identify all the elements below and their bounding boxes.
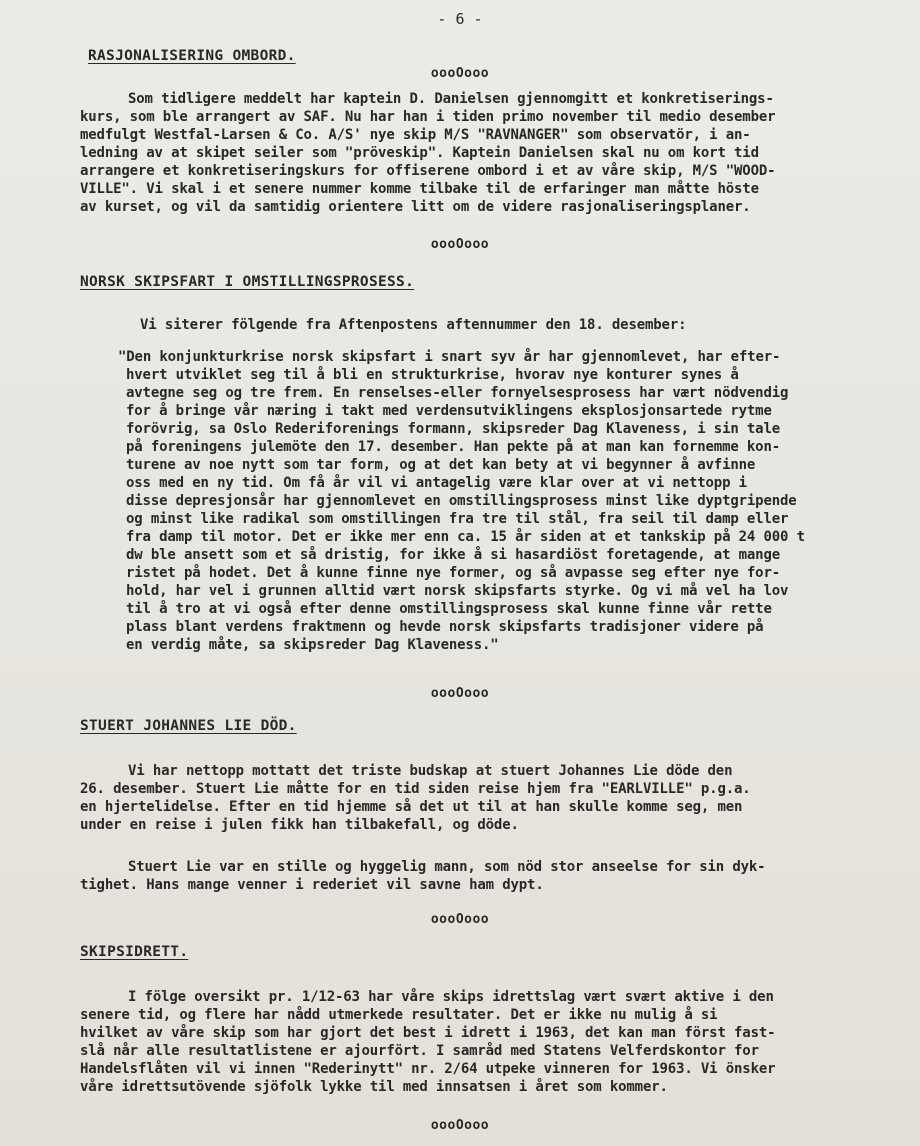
paragraph-stuert-lie [80, 762, 751, 834]
text-line: disse depresjonsår har gjennomlevet en omstillingsprosess minst like dyptgripende [126, 493, 797, 509]
text-line: kurs, som ble arrangert av SAF. Nu har han i tiden primo november til medio desember [80, 109, 776, 125]
text-line: av kurset, og vil da samtidig orientere litt om de videre rasjonaliseringsplaner. [80, 199, 751, 215]
text-line: dw ble ansett som et så dristig, for ikke å si hasardiöst foretagende, at mange [126, 547, 781, 563]
text-line: hvilket av våre skip som har gjort det best i idrett i 1963, det kan man först fast- [80, 1025, 776, 1041]
text-line: medfulgt Westfal-Larsen & Co. A/S' nye skip M/S "RAVNANGER" som observatör, i an- [80, 127, 751, 143]
text-line: plass blant verdens fraktmenn og hevde norsk skipsfarts tradisjoner videre på [126, 619, 764, 635]
text-line: og minst like radikal som omstillingen fra tre til stål, fra seil til damp eller [126, 511, 789, 527]
text-line: ledning av at skipet seiler som "pröveskip". Kaptein Danielsen skal nu om kort tid [80, 145, 759, 161]
text-line: ristet på hodet. Det å kunne finne nye former, og så avpasse seg efter nye for- [126, 565, 781, 581]
text-line: til å tro at vi også efter denne omstillingsprosess skal kunne finne vår rette [126, 601, 772, 617]
separator: oooOooo [430, 66, 490, 81]
text-line: 26. desember. Stuert Lie måtte for en tid siden reise hjem fra "EARLVILLE" p.g.a. [80, 781, 751, 797]
text-line: Stuert Lie var en stille og hyggelig mann, som nöd stor anseelse for sin dyk- [128, 859, 766, 875]
text-line: våre idrettsutövende sjöfolk lykke til med innsatsen i året som kommer. [80, 1079, 668, 1095]
paragraph-rasjonalisering [80, 90, 775, 216]
text-line: turene av noe nytt som tar form, og at det kan bety at vi begynner å avfinne [126, 457, 756, 473]
text-line: Handelsflåten vil vi innen "Rederinytt" nr. 2/64 utpeke vinneren for 1963. Vi önsker [80, 1061, 776, 1077]
paragraph-skipsidrett [80, 988, 775, 1096]
page-number: - 6 - [437, 10, 483, 28]
text-line: avtegne seg og tre frem. En renselses-eller fornyelsesprosess har vært nödvendig [126, 385, 789, 401]
text-line: tighet. Hans mange venner i rederiet vil savne ham dypt. [80, 877, 544, 893]
text-line: under en reise i julen fikk han tilbakefall, og döde. [80, 817, 519, 833]
text-line: forövrig, sa Oslo Rederiforenings formann, skipsreder Dag Klaveness, i sin tale [126, 421, 781, 437]
text-line: I fölge oversikt pr. 1/12-63 har våre skips idrettslag vært svært aktive i den [128, 989, 774, 1005]
text-line: "Den konjunkturkrise norsk skipsfart i snart syv år har gjennomlevet, har efter- [118, 349, 781, 365]
quote-paragraph [118, 348, 805, 654]
text-line: fra damp til motor. Det er ikke mer enn ca. 15 år siden at et tankskip på 24 000 t [126, 529, 805, 545]
heading-norsk-skipsfart: NORSK SKIPSFART I OMSTILLINGSPROSESS. [80, 274, 415, 290]
text-line: en hjertelidelse. Efter en tid hjemme så det ut til at han skulle komme seg, men [80, 799, 743, 815]
text-line: VILLE". Vi skal i et senere nummer komme tilbake til de erfaringer man måtte höste [80, 181, 759, 197]
heading-stuert-lie: STUERT JOHANNES LIE DÖD. [80, 718, 297, 734]
text-line: Som tidligere meddelt har kaptein D. Danielsen gjennomgitt et konkretiserings- [128, 91, 774, 107]
text-line: senere tid, og flere har nådd utmerkede resultater. Det er ikke nu mulig å si [80, 1007, 718, 1023]
paragraph-stuert-lie-2 [80, 858, 765, 894]
text-line: på foreningens julemöte den 17. desember. Han pekte på at man kan fornemme kon- [126, 439, 781, 455]
text-line: hvert utviklet seg til å bli en strukturkrise, hvorav nye konturer synes å [126, 367, 739, 383]
separator: oooOooo [430, 237, 490, 252]
text-line: for å bringe vår næring i takt med verdensutviklingens eksplosjonsartede rytme [126, 403, 772, 419]
separator: oooOooo [430, 912, 490, 927]
text-line: en verdig måte, sa skipsreder Dag Klaveness." [126, 637, 499, 653]
text-line: Vi har nettopp mottatt det triste budskap at stuert Johannes Lie döde den [128, 763, 733, 779]
text-line: slå når alle resultatlistene er ajourfört. I samråd med Statens Velferdskontor for [80, 1043, 759, 1059]
heading-skipsidrett: SKIPSIDRETT. [80, 944, 189, 960]
separator: oooOooo [430, 686, 490, 701]
text-line: oss med en ny tid. Om få år vil vi antagelig være klar over at vi nettopp i [126, 475, 747, 491]
quote-intro: Vi siterer fölgende fra Aftenpostens aftennummer den 18. desember: [140, 317, 687, 333]
text-line: hold, har vel i grunnen alltid vært norsk skipsfarts styrke. Og vi må vel ha lov [126, 583, 789, 599]
separator: oooOooo [430, 1118, 490, 1133]
text-line: arrangere et konkretiseringskurs for offiserene ombord i et av våre skip, M/S "WOOD- [80, 163, 776, 179]
heading-rasjonalisering: RASJONALISERING OMBORD. [88, 48, 296, 64]
